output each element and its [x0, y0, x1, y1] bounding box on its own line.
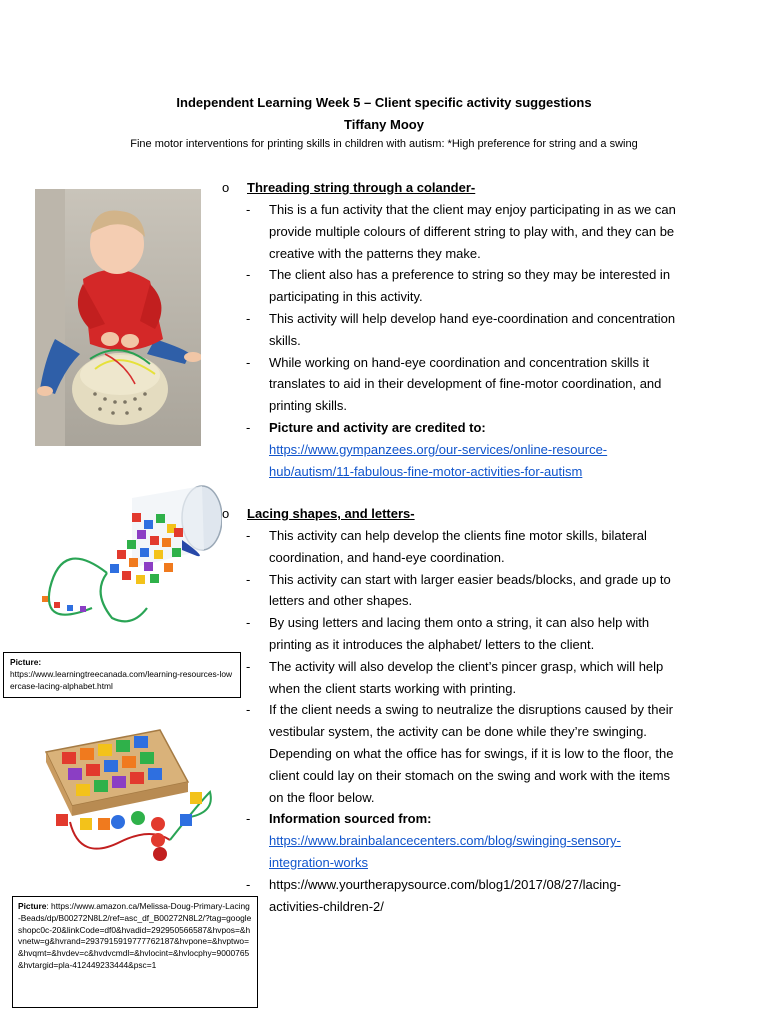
lacing-beads-box-photo	[40, 722, 218, 870]
caption-url: : https://www.amazon.ca/Melissa-Doug-Primary-Lacing-Beads/dp/B00272N8L2/ref=asc_df_B00272N8L2/?tag=googleshopc0c-20&linkCode=df0&hvadid=292950566587&hvpos=&hvnetw=g&hvrand=2937915919777762187&hvpone=&hvptwo=&hvqmt=&hvdev=c&hvdvcmdl=&hvlocint=&hvlocphy=9000765&hvtargid=pla-412449233444&psc=1	[18, 901, 252, 970]
document-subtitle: Fine motor interventions for printing skills in children with autism: *High preference for string and a swing	[130, 138, 638, 150]
document-title: Independent Learning Week 5 – Client specific activity suggestions	[176, 95, 592, 110]
extra-source-url: - https://www.yourtherapysource.com/blog1/2017/08/27/lacing-activities-children-2/	[269, 876, 621, 914]
lacing-letters-jar-photo	[32, 478, 222, 630]
caption-lacing-letters: Picture: https://www.learningtreecanada.com/learning-resources-lowercase-lacing-alphabet.html	[3, 652, 241, 698]
list-item: - If the client needs a swing to neutralize the disruptions caused by their vestibular system, the activity can be done while they’re swinging. Depending on what the office has for swings, if it is low to the floor, the client could lay on their stomach on the swing and work with the items on the floor below.	[244, 699, 684, 808]
list-item: - This is a fun activity that the client may enjoy participating in as we can provide multiple colours of different string to play with, and they can be creative with the patterns they make.	[244, 199, 684, 264]
author-name: Tiffany Mooy	[344, 117, 424, 132]
list-item	[244, 874, 684, 918]
list-item: - This activity can help develop the clients fine motor skills, bilateral coordination, and hand-eye coordination.	[244, 525, 684, 569]
credit-label: Picture and activity are credited to:	[269, 419, 486, 435]
caption-url: https://www.learningtreecanada.com/learning-resources-lowercase-lacing-alphabet.html	[10, 668, 233, 691]
list-item: - This activity can start with larger easier beads/blocks, and grade up to letters and other shapes.	[244, 569, 684, 613]
caption-lacing-beads: Picture: https://www.amazon.ca/Melissa-Doug-Primary-Lacing-Beads/dp/B00272N8L2/ref=asc_df_B00272N8L2/?tag=googleshopc0c-20&linkCode=df0&hvadid=292950566587&hvpos=&hvnetw=g&hvrand=2937915919777762187&hvpone=&hvptwo=&hvqmt=&hvdev=c&hvdvcmdl=&hvlocint=&hvlocphy=9000765&hvtargid=pla-412449233444&psc=1	[12, 896, 258, 1008]
section-heading-lacing: o Lacing shapes, and letters-	[222, 506, 415, 521]
list-item: - The activity will also develop the client’s pincer grasp, which will help when the client starts working with printing.	[244, 656, 684, 700]
list-item: - While working on hand-eye coordination and concentration skills it translates to aid in their development of fine-motor coordination, and printing skills.	[244, 352, 684, 417]
lacing-activity-list	[244, 525, 684, 917]
section-heading-threading: o Threading string through a colander-	[222, 180, 476, 195]
source-label: Information sourced from:	[269, 811, 432, 827]
credit-link[interactable]: https://www.gympanzees.org/our-services/online-resource-hub/autism/11-fabulous-fine-motor-activities-for-autism	[269, 441, 608, 479]
threading-activity-list	[244, 199, 684, 482]
hollow-bullet-icon: o	[222, 180, 230, 195]
list-item: - The client also has a preference to string so they may be interested in participating in this activity.	[244, 264, 684, 308]
list-item	[244, 808, 684, 873]
list-item: - By using letters and lacing them onto a string, it can also help with printing as it introduces the alphabet/ letters to the client.	[244, 612, 684, 656]
child-threading-colander-photo	[35, 189, 201, 446]
list-item: - This activity will help develop hand eye-coordination and concentration skills.	[244, 308, 684, 352]
hollow-bullet-icon: o	[222, 506, 230, 521]
source-link[interactable]: https://www.brainbalancecenters.com/blog/swinging-sensory-integration-works	[269, 833, 621, 870]
list-item	[244, 417, 684, 482]
